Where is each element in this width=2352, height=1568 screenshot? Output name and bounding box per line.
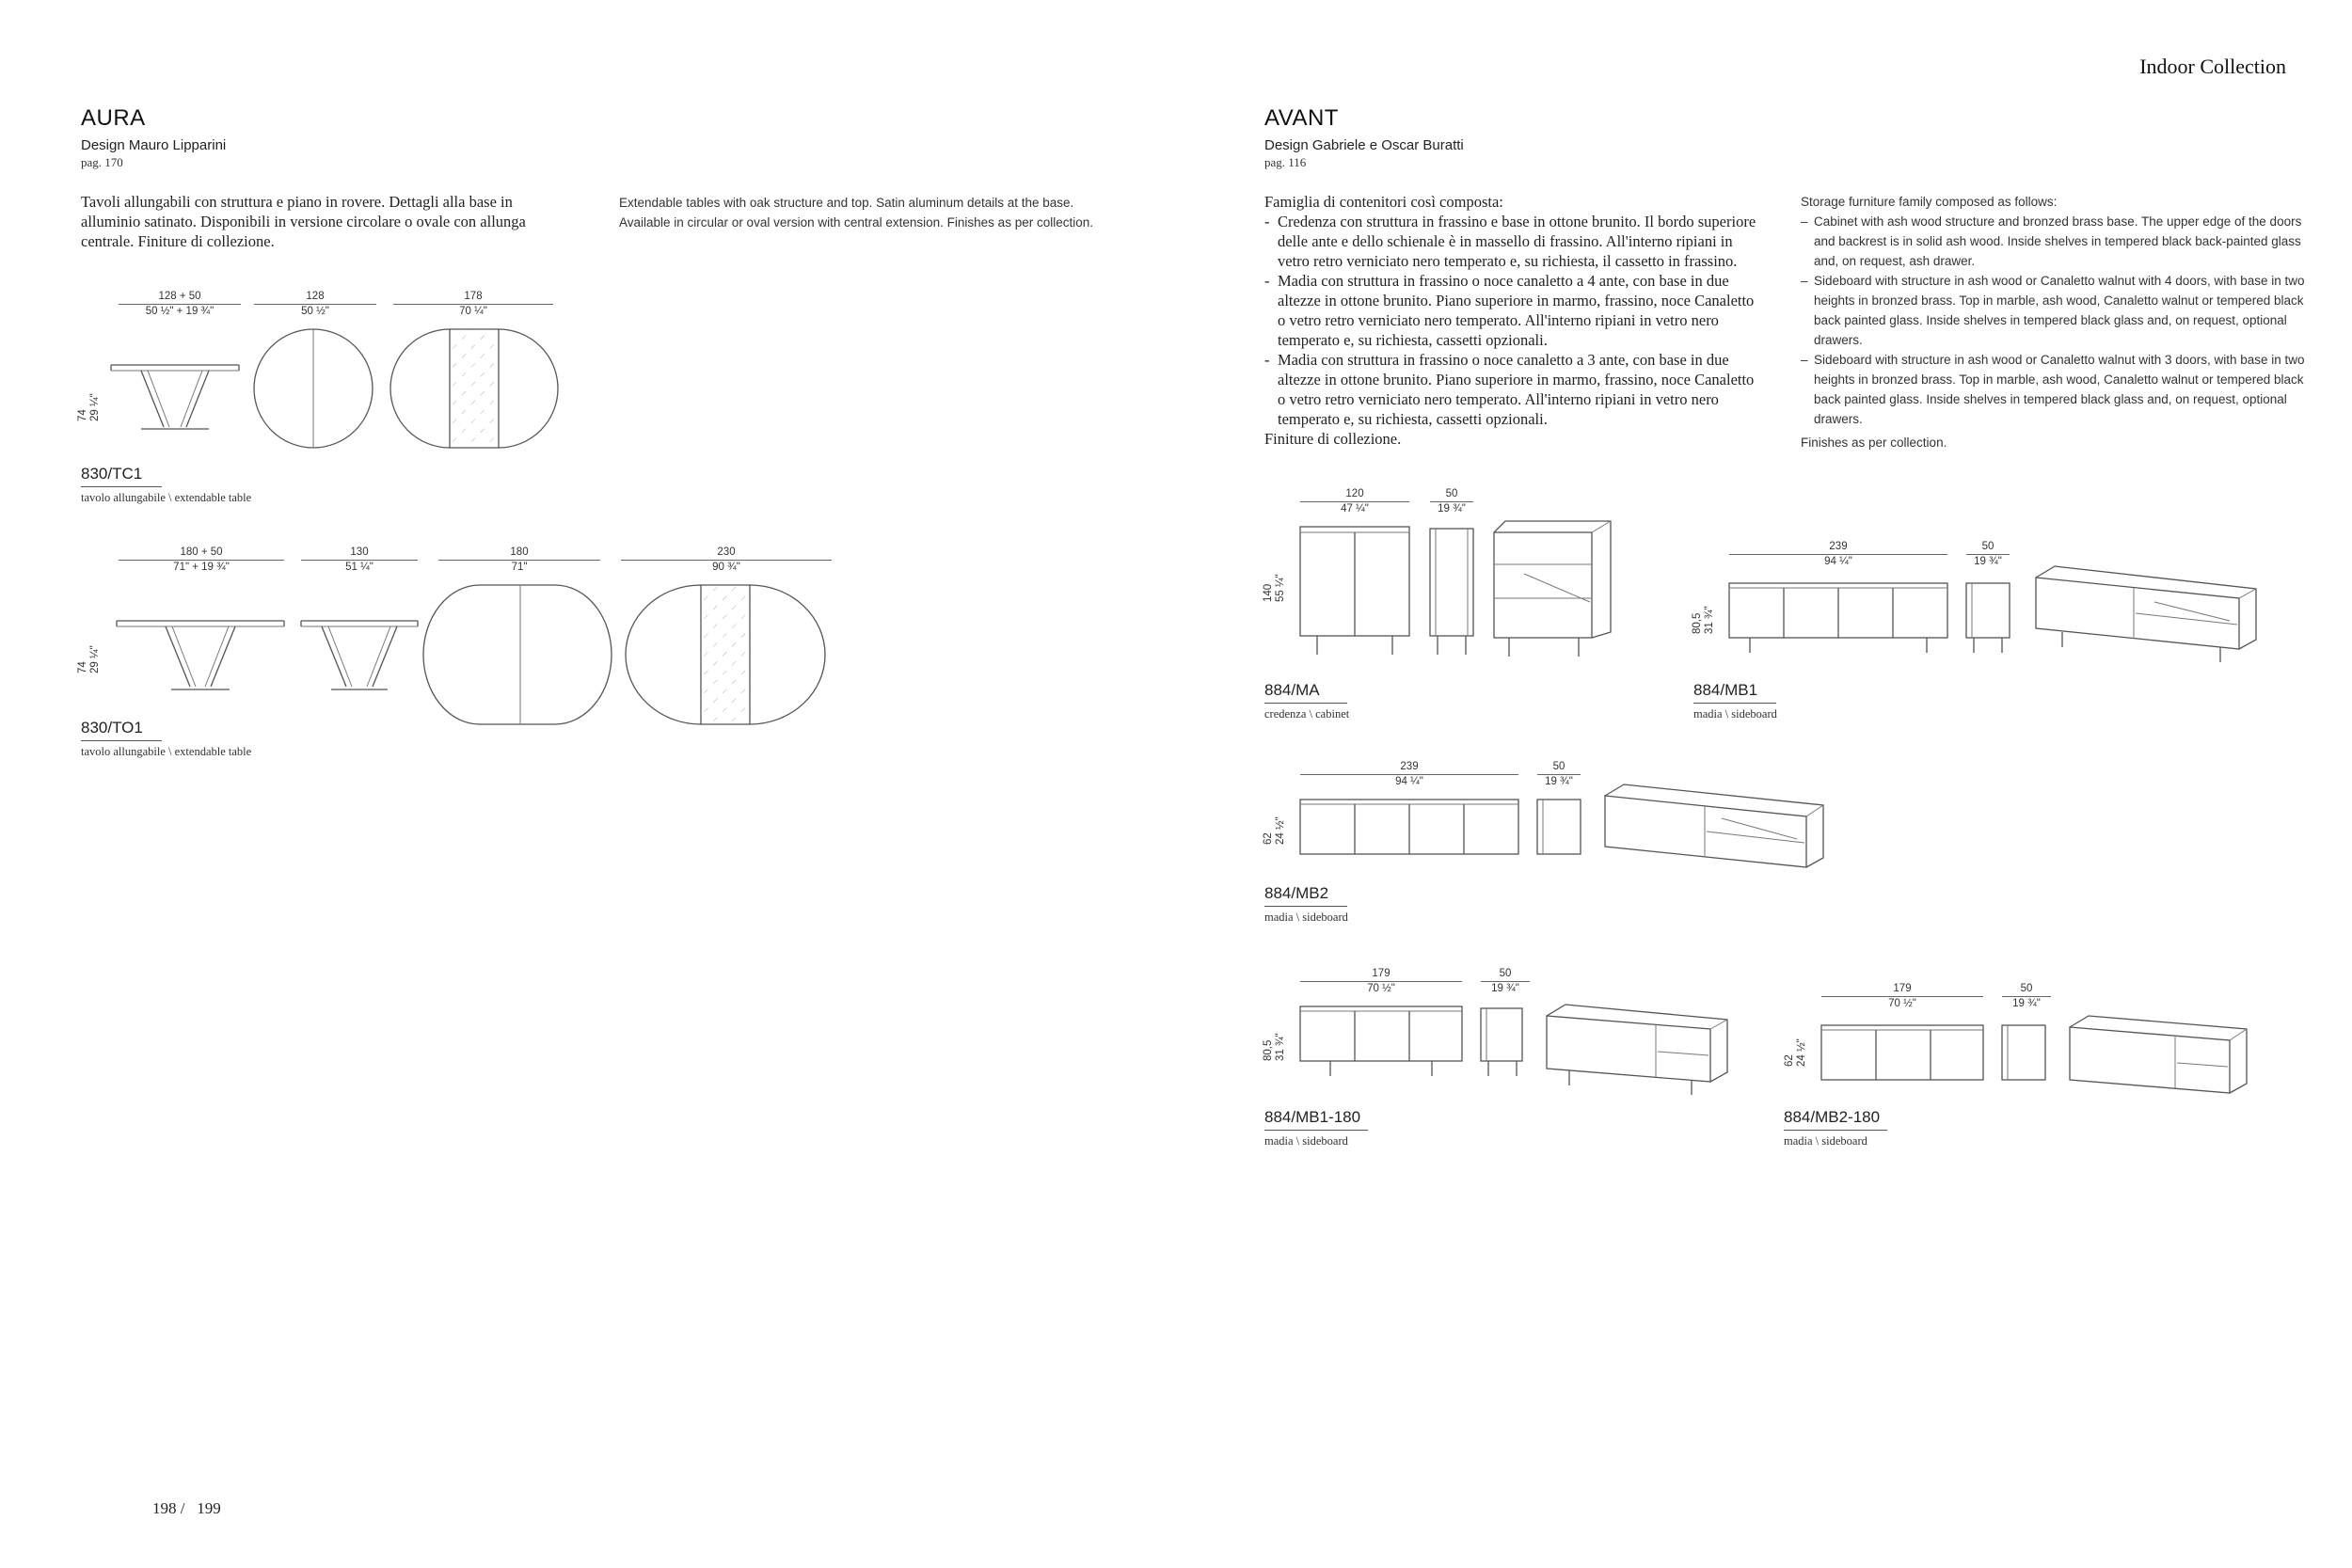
to1-side-drawing xyxy=(117,621,284,689)
mb1-180-width-dim: 179 70 ½" xyxy=(1300,967,1462,995)
ma-code: 884/MA xyxy=(1264,681,1347,704)
mb1-code: 884/MB1 xyxy=(1693,681,1776,704)
tc1-round-top-drawing xyxy=(254,329,373,448)
mb2-perspective-drawing xyxy=(1605,784,1823,867)
avant-title: AVANT xyxy=(1264,105,1339,131)
avant-heading xyxy=(1264,105,1464,170)
tc1-dim-diameter: 128 50 ½" xyxy=(254,290,376,318)
aura-title: AURA xyxy=(81,105,146,131)
mb1-desc: madia \ sideboard xyxy=(1693,707,1777,721)
to1-dim-extended: 180 + 50 71" + 19 ¾" xyxy=(119,546,284,574)
mb2-width-dim: 239 94 ¼" xyxy=(1300,760,1518,788)
ma-side-drawing xyxy=(1430,529,1473,655)
mb2-side-drawing xyxy=(1537,800,1581,854)
mb1-side-drawing xyxy=(1966,583,2010,653)
mb1-depth-dim: 50 19 ¾" xyxy=(1966,540,2010,568)
to1-front-drawing xyxy=(301,621,418,689)
mb1-front-drawing xyxy=(1729,583,1947,653)
to1-desc: tavolo allungabile \ extendable table xyxy=(81,745,252,758)
mb2-desc: madia \ sideboard xyxy=(1264,911,1348,924)
mb1-180-code: 884/MB1-180 xyxy=(1264,1108,1368,1131)
mb2-180-depth-dim: 50 19 ¾" xyxy=(2002,982,2051,1010)
mb2-180-desc: madia \ sideboard xyxy=(1784,1134,1867,1148)
ma-depth-dim: 50 19 ¾" xyxy=(1430,487,1473,515)
aura-page-ref: pag. 170 xyxy=(81,155,123,169)
ma-desc: credenza \ cabinet xyxy=(1264,707,1350,721)
mb2-180-label xyxy=(1784,1108,1887,1148)
to1-extended-top-drawing xyxy=(626,585,825,724)
avant-en-item: – Sideboard with structure in ash wood or Canaletto walnut with 3 doors, with base in two heights in bronzed brass. Top in marble, ash wood, Canaletto walnut or tempered black back painted glass. Inside shelves in tempered black glass and, on request, optional drawers. xyxy=(1801,350,2309,429)
ma-front-drawing xyxy=(1300,527,1409,655)
to1-label xyxy=(81,719,251,759)
avant-it-item: - Madia con struttura in frassino o noce canaletto a 4 ante, con base in due altezze in ottone brunito. Piano superiore in marmo, frassino, noce Canaletto o vetro retro verniciato nero temperato. All'interno ripiani in vetro nero temperato e, su richiesta, cassetti opzionali. xyxy=(1264,271,1765,350)
avant-en-item: – Cabinet with ash wood structure and bronzed brass base. The upper edge of the doors and backrest is in solid ash wood. Inside shelves in tempered black back-painted glass and, on request, ash drawer. xyxy=(1801,212,2309,271)
tc1-side-drawing xyxy=(111,365,239,429)
mb2-180-height-dim: 62 24 ½" xyxy=(1784,1038,1807,1067)
tc1-desc: tavolo allungabile \ extendable table xyxy=(81,491,252,504)
avant-description-it: Famiglia di contenitori così composta: - Credenza con struttura in frassino e base in ottone brunito. Il bordo superiore delle ante e dello schienale è in massello di frassino. All'interno ripiani in vetro retro verniciato nero temperato e, su richiesta, il cassetto in frassino. - Madia con struttura in frassino o noce canaletto a 4 ante, con base in due altezze in ottone brunito. Piano superiore in marmo, frassino, noce Canaletto o vetro retro verniciato nero temperato. All'interno ripiani in vetro nero temperato e, su richiesta, cassetti opzionali. - Madia con struttura in frassino o noce canaletto a 3 ante, con base in due altezze in ottone brunito. Piano superiore in marmo, frassino, noce Canaletto o vetro retro verniciato nero temperato. All'interno ripiani in vetro nero temperato e, su richiesta, cassetti opzionali. Finiture di collezione. xyxy=(1264,192,1765,449)
to1-dim-width: 130 51 ¼" xyxy=(301,546,418,574)
mb1-width-dim: 239 94 ¼" xyxy=(1729,540,1947,568)
to1-dim-oval: 180 71" xyxy=(438,546,600,574)
ma-label xyxy=(1264,681,1349,721)
tc1-code: 830/TC1 xyxy=(81,465,162,487)
aura-description-it: Tavoli allungabili con struttura e piano in rovere. Dettagli alla base in alluminio satinato. Disponibili in versione circolare o ovale con allunga centrale. Finiture di collezione. xyxy=(81,193,526,250)
mb1-180-depth-dim: 50 19 ¾" xyxy=(1481,967,1530,995)
mb2-code: 884/MB2 xyxy=(1264,884,1347,907)
mb1-perspective-drawing xyxy=(2036,566,2256,662)
mb2-180-width-dim: 179 70 ½" xyxy=(1821,982,1983,1010)
avant-description-en: Storage furniture family composed as follows: – Cabinet with ash wood structure and bronzed brass base. The upper edge of the doors and backrest is in solid ash wood. Inside shelves in tempered black back-painted glass and, on request, ash drawer. – Sideboard with structure in ash wood or Canaletto walnut with 4 doors, with base in two heights in bronzed brass. Top in marble, ash wood, Canaletto walnut or tempered black back painted glass. Inside shelves in tempered black glass and, on request, optional drawers. – Sideboard with structure in ash wood or Canaletto walnut with 3 doors, with base in two heights in bronzed brass. Top in marble, ash wood, Canaletto walnut or tempered black back painted glass. Inside shelves in tempered black glass and, on request, optional drawers. Finishes as per collection. xyxy=(1801,192,2309,452)
mb2-180-side-drawing xyxy=(2002,1025,2045,1080)
ma-width-dim: 120 47 ¼" xyxy=(1300,487,1409,515)
avant-designer: Design Gabriele e Oscar Buratti xyxy=(1264,137,1464,153)
to1-dim-extended-oval: 230 90 ¾" xyxy=(621,546,832,574)
tc1-label xyxy=(81,465,251,505)
mb1-180-label xyxy=(1264,1108,1368,1148)
to1-oval-top-drawing xyxy=(423,585,612,724)
mb2-180-front-drawing xyxy=(1821,1025,1983,1080)
ma-height-dim: 140 55 ¼" xyxy=(1263,574,1286,602)
mb2-180-code: 884/MB2-180 xyxy=(1784,1108,1887,1131)
tc1-dim-extended: 128 + 50 50 ½" + 19 ¾" xyxy=(119,290,241,318)
avant-it-item: - Credenza con struttura in frassino e base in ottone brunito. Il bordo superiore delle ante e dello schienale è in massello di frassino. All'interno ripiani in vetro retro verniciato nero temperato e, su richiesta, il cassetto in frassino. xyxy=(1264,212,1765,271)
mb1-label xyxy=(1693,681,1777,721)
mb1-180-desc: madia \ sideboard xyxy=(1264,1134,1348,1148)
avant-it-item: - Madia con struttura in frassino o noce canaletto a 3 ante, con base in due altezze in ottone brunito. Piano superiore in marmo, frassino, noce Canaletto o vetro retro verniciato nero temperato. All'interno ripiani in vetro nero temperato e, su richiesta, cassetti opzionali. xyxy=(1264,350,1765,429)
ma-perspective-drawing xyxy=(1494,521,1611,657)
mb2-height-dim: 62 24 ½" xyxy=(1263,816,1286,845)
tc1-dim-oval: 178 70 ¼" xyxy=(393,290,553,318)
avant-page-ref: pag. 116 xyxy=(1264,155,1307,169)
mb1-height-dim: 80,5 31 ¾" xyxy=(1692,606,1715,634)
mb2-180-perspective-drawing xyxy=(2070,1016,2247,1093)
aura-description-en: Extendable tables with oak structure and top. Satin aluminum details at the base. Available in circular or oval version with central extension. Finishes as per collection. xyxy=(619,196,1093,230)
tc1-extended-top-drawing xyxy=(390,329,558,448)
to1-height-dim: 74 29 ¼" xyxy=(77,645,101,673)
mb2-front-drawing xyxy=(1300,800,1518,854)
mb1-180-perspective-drawing xyxy=(1547,1005,1727,1095)
avant-en-item: – Sideboard with structure in ash wood or Canaletto walnut with 4 doors, with base in two heights in bronzed brass. Top in marble, ash wood, Canaletto walnut or tempered black back painted glass. Inside shelves in tempered black glass and, on request, optional drawers. xyxy=(1801,271,2309,350)
to1-code: 830/TO1 xyxy=(81,719,162,741)
collection-title: Indoor Collection xyxy=(2139,55,2286,78)
mb1-180-height-dim: 80,5 31 ¾" xyxy=(1263,1033,1286,1061)
mb2-label xyxy=(1264,884,1348,925)
mb2-depth-dim: 50 19 ¾" xyxy=(1537,760,1581,788)
aura-designer: Design Mauro Lipparini xyxy=(81,137,227,153)
mb1-180-front-drawing xyxy=(1300,1006,1462,1076)
page-numbers: 198 / 199 xyxy=(152,1499,221,1517)
tc1-height-dim: 74 29 ¼" xyxy=(77,393,101,421)
mb1-180-side-drawing xyxy=(1481,1008,1522,1076)
